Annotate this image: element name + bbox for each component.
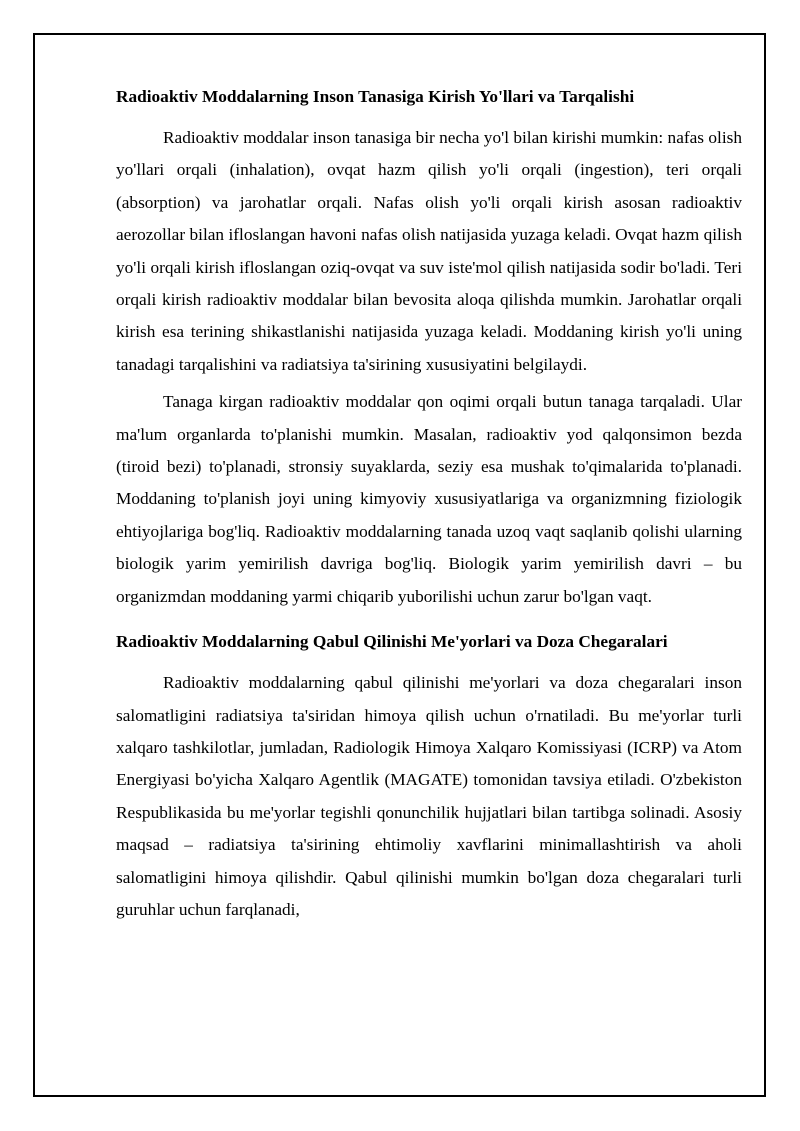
section-heading: Radioaktiv Moddalarning Inson Tanasiga Kirish Yo'llari va Tarqalishi [116, 87, 635, 106]
section-entry-routes [116, 86, 742, 613]
section-intake-limits [116, 631, 742, 926]
section-heading: Radioaktiv Moddalarning Qabul Qilinishi Me'yorlari va Doza Chegaralari [116, 632, 668, 652]
paragraph: Radioaktiv moddalarning qabul qilinishi me'yorlari va doza chegaralari inson salomatligini radiatsiya ta'siridan himoya qilish uchun o'rnatiladi. Bu me'yorlar turli xalqaro tashkilotlar, jumladan, Radiologik Himoya Xalqaro Komissiyasi (ICRP) va Atom Energiyasi bo'yicha Xalqaro Agentlik (MAGATE) tomonidan tavsiya etiladi. O'zbekiston Respublikasida bu me'yorlar tegishli qonunchilik hujjatlari bilan tartibga solinadi. Asosiy maqsad – radiatsiya ta'sirining ehtimoliy xavflarini minimallashtirish va aholi salomatligini himoya qilishdir. Qabul qilinishi mumkin bo'lgan doza chegaralari turli guruhlar uchun farqlanadi, [116, 673, 742, 919]
paragraph: Radioaktiv moddalar inson tanasiga bir necha yo'l bilan kirishi mumkin: nafas olish yo'llari orqali (inhalation), ovqat hazm qilish yo'li orqali (ingestion), teri orqali (absorption) va jarohatlar orqali. Nafas olish yo'li orqali kirish asosan radioaktiv aerozollar bilan ifloslangan havoni nafas olish natijasida yuzaga keladi. Ovqat hazm qilish yo'li orqali kirish ifloslangan oziq-ovqat va suv iste'mol qilish natijasida sodir bo'ladi. Teri orqali kirish radioaktiv moddalar bilan bevosita aloqa qilishda mumkin. Jarohatlar orqali kirish esa terining shikastlanishi natijasida yuzaga keladi. Moddaning kirish yo'li uning tanadagi tarqalishini va radiatsiya ta'sirining xususiyatini belgilaydi. [116, 128, 742, 374]
paragraph: Tanaga kirgan radioaktiv moddalar qon oqimi orqali butun tanaga tarqaladi. Ular ma'lum organlarda to'planishi mumkin. Masalan, radioaktiv yod qalqonsimon bezda (tiroid bezi) to'planadi, stronsiy suyaklarda, seziy esa mushak to'qimalarida to'planadi. Moddaning to'planish joyi uning kimyoviy xususiyatlariga va organizmning fiziologik ehtiyojlariga bog'liq. Radioaktiv moddalarning tanada uzoq vaqt saqlanib qolishi ularning biologik yarim yemirilish davriga bog'liq. Biologik yarim yemirilish davri – bu organizmdan moddaning yarmi chiqarib yuborilishi uchun zarur bo'lgan vaqt. [116, 392, 742, 606]
document-body [116, 86, 742, 931]
